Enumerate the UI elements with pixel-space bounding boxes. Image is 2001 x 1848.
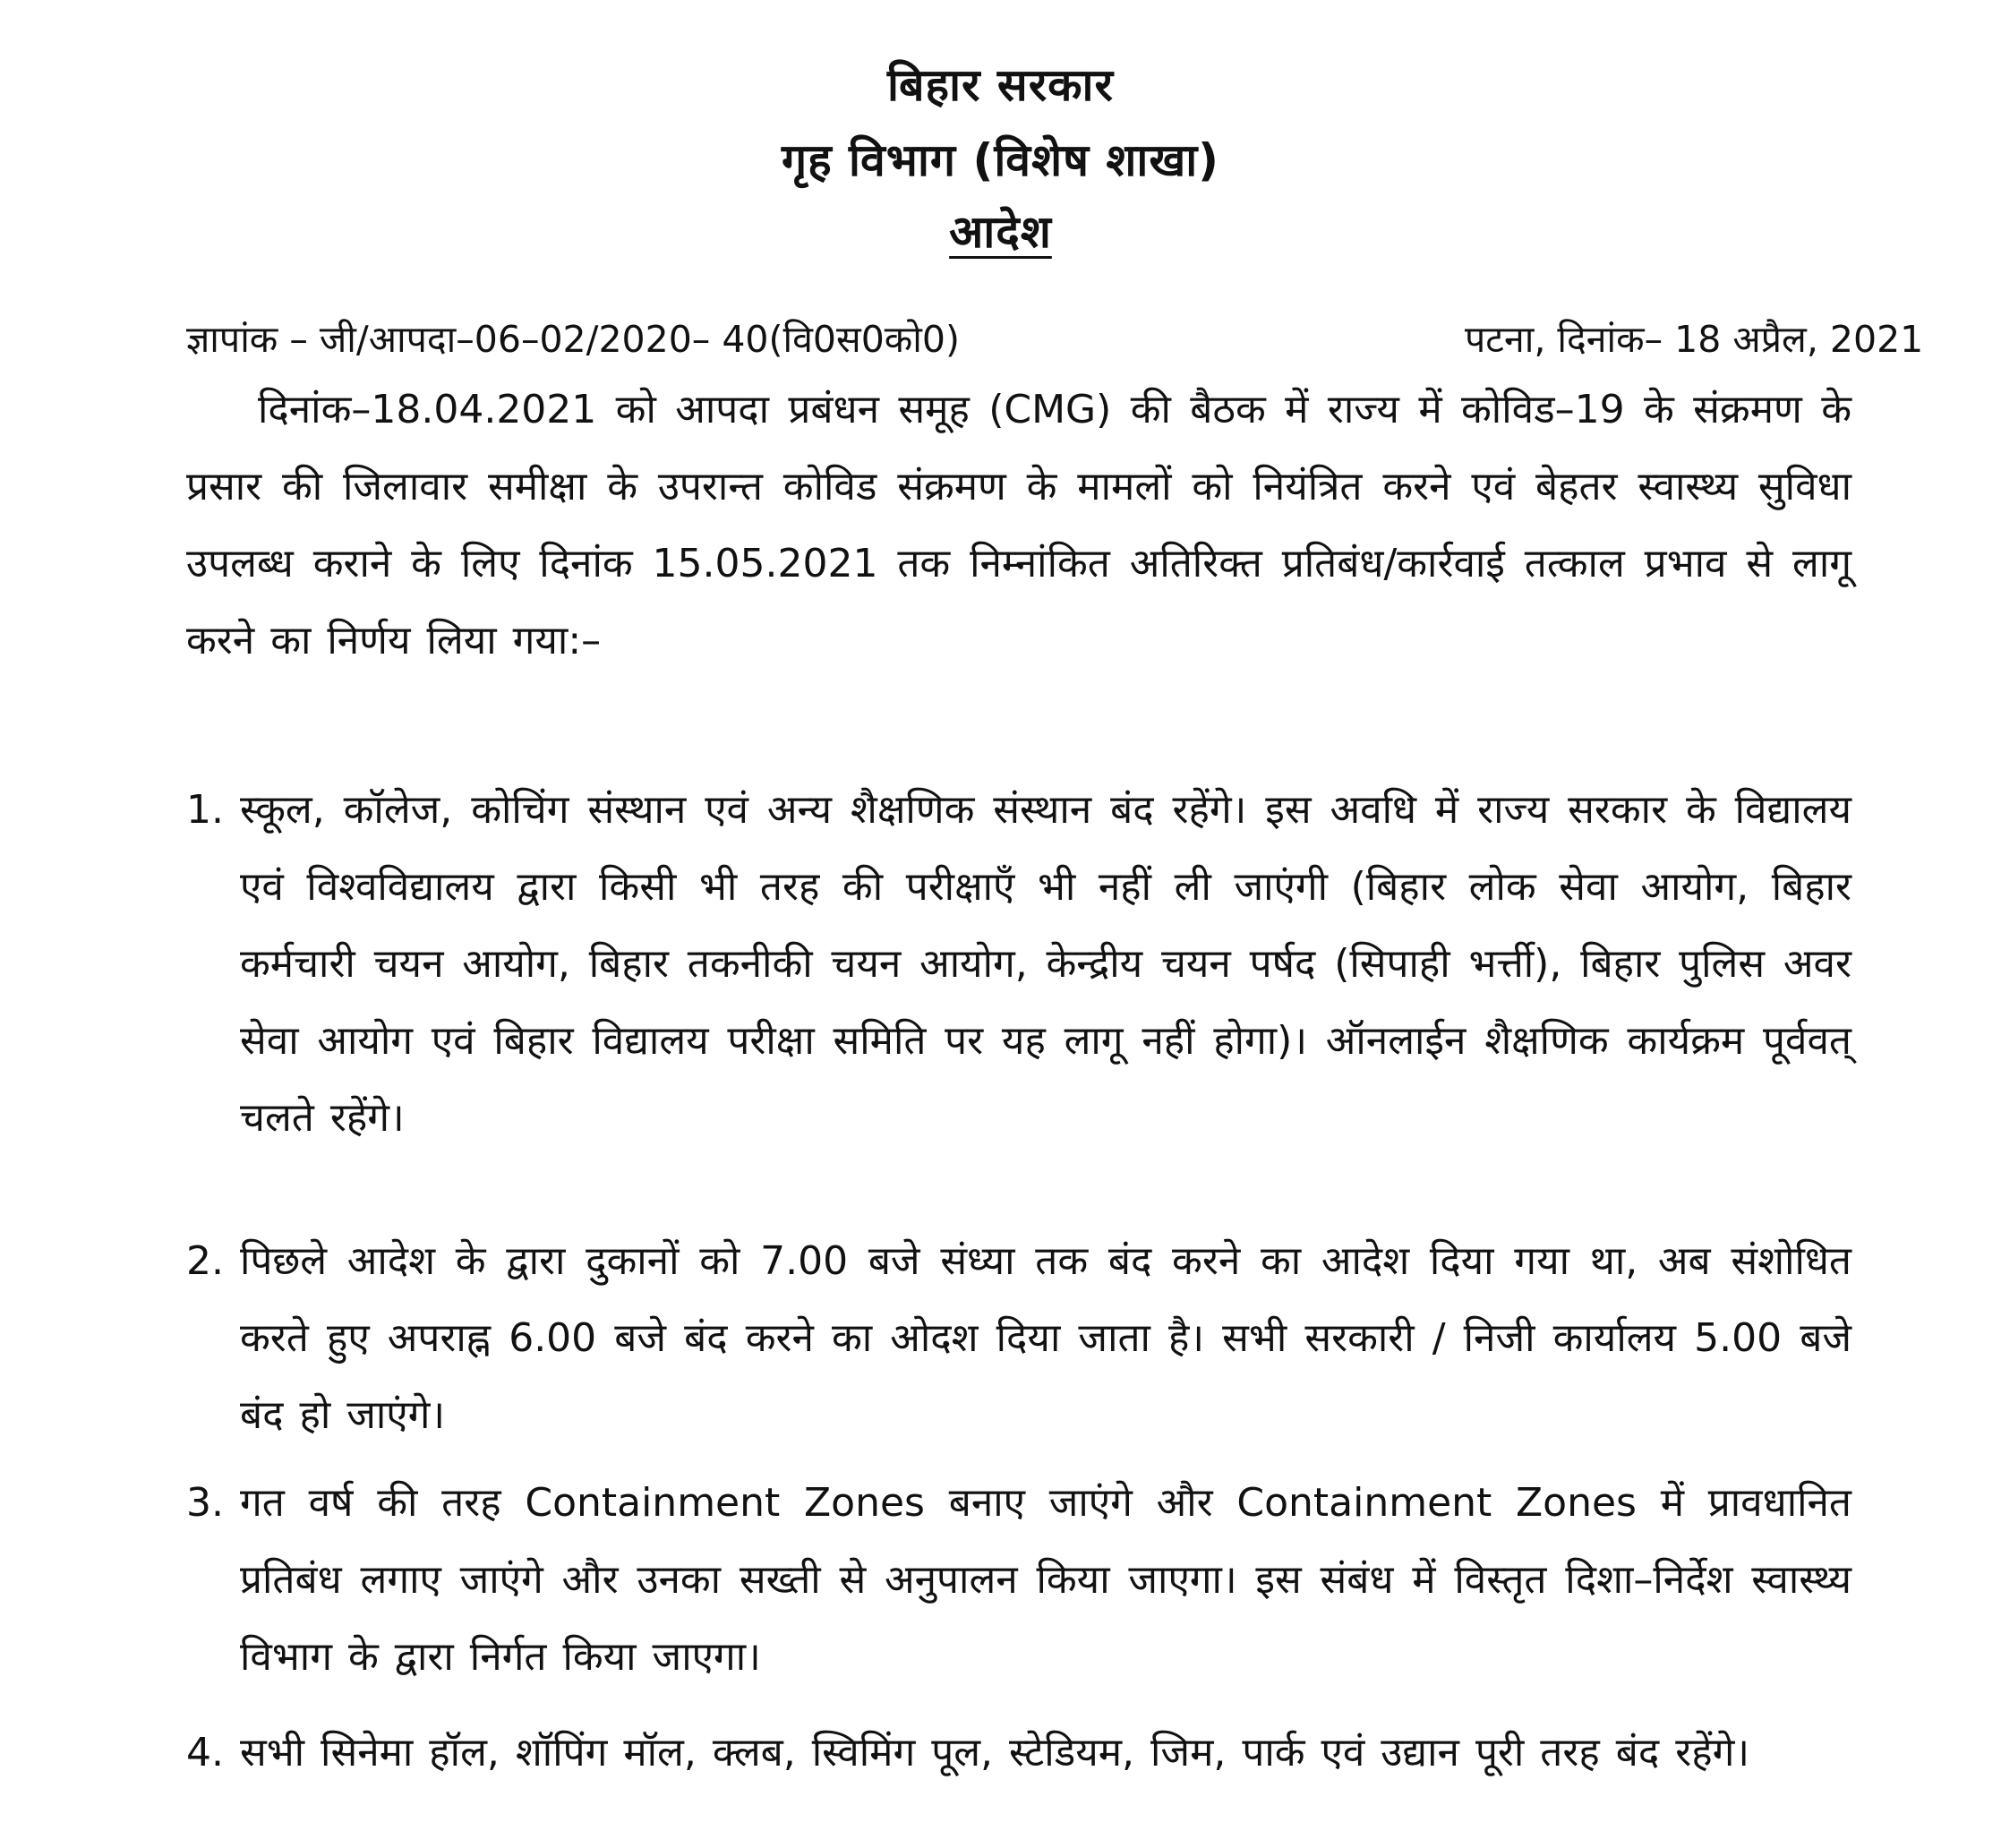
memo-number: ज्ञापांक – जी/आपदा–06–02/2020– 40(वि0स0को0) [186, 318, 960, 361]
order-item-2 [186, 1223, 1851, 1454]
place-date: पटना, दिनांक– 18 अप्रैल, 2021 [1465, 318, 1924, 361]
item-text: सभी सिनेमा हॉल, शॉपिंग मॉल, क्लब, स्विमिंग पूल, स्टेडियम, जिम, पार्क एवं उद्यान पूरी तरह बंद रहेंगे। [240, 1730, 1750, 1775]
item-number: 4. [186, 1730, 224, 1775]
item-number: 2. [186, 1238, 224, 1284]
government-heading: बिहार सरकार [887, 59, 1114, 111]
item-number: 3. [186, 1480, 224, 1526]
order-item-4 [186, 1715, 1851, 1792]
item-text: स्कूल, कॉलेज, कोचिंग संस्थान एवं अन्य शैक्षणिक संस्थान बंद रहेंगे। इस अवधि में राज्य सरकार के विद्यालय एवं विश्वविद्यालय द्वारा किसी भी तरह की परीक्षाएँ भी नहीं ली जाएंगी (बिहार लोक सेवा आयोग, बिहार कर्मचारी चयन आयोग, बिहार तकनीकी चयन आयोग, केन्द्रीय चयन पर्षद (सिपाही भर्त्ती), बिहार पुलिस अवर सेवा आयोग एवं बिहार विद्यालय परीक्षा समिति पर यह लागू नहीं होगा)। ऑनलाईन शैक्षणिक कार्यक्रम पूर्ववत् चलते रहेंगे। [240, 787, 1851, 1141]
order-title: आदेश [949, 206, 1052, 258]
order-item-1 [186, 772, 1851, 1157]
order-item-3 [186, 1465, 1851, 1696]
item-number: 1. [186, 787, 224, 833]
department-heading: गृह विभाग (विशेष शाखा) [781, 134, 1220, 186]
reference-line [186, 313, 1924, 367]
item-text: पिछले आदेश के द्वारा दुकानों को 7.00 बजे संध्या तक बंद करने का आदेश दिया गया था, अब संशोधित करते हुए अपराह्न 6.00 बजे बंद करने का ओदश दिया जाता है। सभी सरकारी / निजी कार्यालय 5.00 बजे बंद हो जाएंगे। [240, 1238, 1851, 1438]
item-text: गत वर्ष की तरह Containment Zones बनाए जाएंगे और Containment Zones में प्रावधानित प्रतिबंध लगाए जाएंगे और उनका सख्ती से अनुपालन किया जाएगा। इस संबंध में विस्तृत दिशा–निर्देश स्वास्थ्य विभाग के द्वारा निर्गत किया जाएगा। [240, 1480, 1851, 1680]
intro-paragraph: दिनांक–18.04.2021 को आपदा प्रबंधन समूह (CMG) की बैठक में राज्य में कोविड–19 के संक्रमण के प्रसार की जिलावार समीक्षा के उपरान्त कोविड संक्रमण के मामलों को नियंत्रित करने एवं बेहतर स्वास्थ्य सुविधा उपलब्ध कराने के लिए दिनांक 15.05.2021 तक निम्नांकित अतिरिक्त प्रतिबंध/कार्रवाई तत्काल प्रभाव से लागू करने का निर्णय लिया गया:– [186, 387, 1851, 663]
